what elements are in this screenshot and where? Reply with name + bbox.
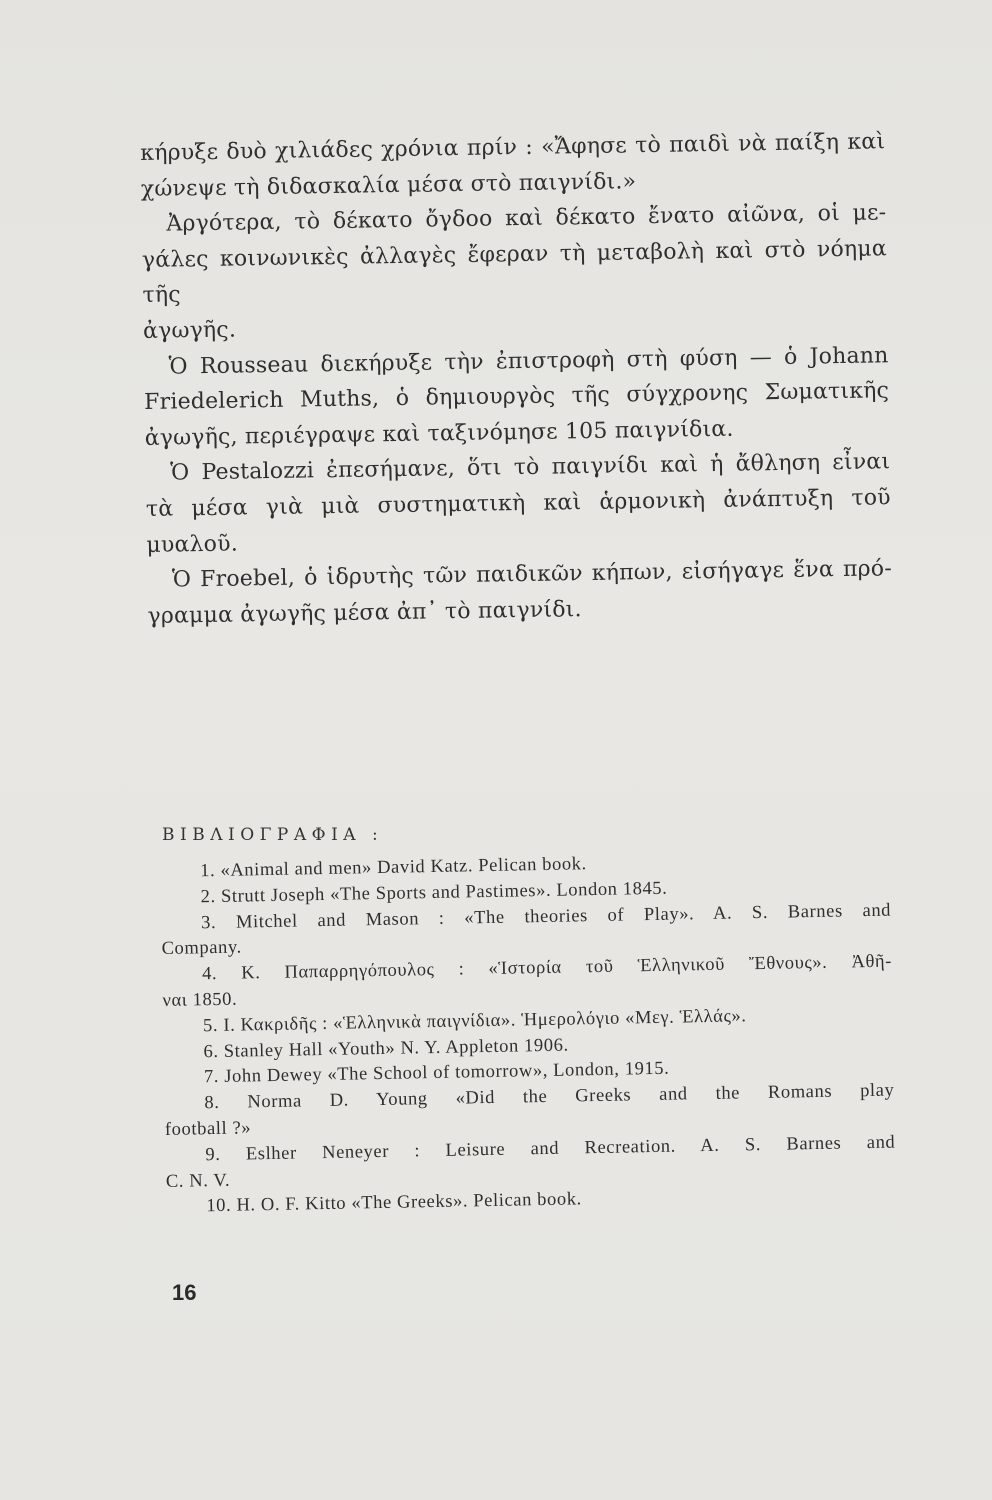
body-line: ἀγωγῆς, περιέγραψε καὶ ταξινόμησε 105 παιγνίδια.: [144, 416, 734, 451]
bibliography-entry: 4. Κ. Παπαρρηγόπουλος : «Ἱστορία τοῦ Ἑλληνικοῦ Ἔθνους». Ἀθῆ-: [201, 951, 893, 985]
body-line: κήρυξε δυὸ χιλιάδες χρόνια πρίν : «Ἄφησε τὸ παιδὶ νὰ παίξη καὶ: [140, 129, 886, 166]
bibliography-entry: 10. H. O. F. Kitto «The Greeks». Pelican book.: [206, 1189, 582, 1217]
bibliography-entry-continuation: Company.: [161, 937, 242, 960]
bibliography-entry: 8. Norma D. Young «Did the Greeks and the Romans play: [204, 1080, 895, 1114]
body-line: ἀγωγῆς.: [142, 317, 237, 344]
bibliography-entry: 3. Mitchel and Mason : «The theories of Play». A. S. Barnes and: [200, 900, 892, 933]
bibliography-entry: 9. Eslher Neneyer : Leisure and Recreation. A. S. Barnes and: [205, 1132, 896, 1165]
bibliography-entry: 6. Stanley Hall «Youth» N. Y. Appleton 1906.: [203, 1035, 569, 1062]
body-line: χώνεψε τὴ διδασκαλία μέσα στὸ παιγνίδι.»: [140, 168, 637, 202]
body-line: γάλες κοινωνικὲς ἀλλαγὲς ἔφεραν τὴ μεταβολὴ καὶ στὸ νόημα τῆς: [141, 236, 888, 309]
bibliography-entry: 5. Ι. Κακριδῆς : «Ἑλληνικὰ παιγνίδια». Ἡμερολόγιο «Μεγ. Ἑλλάς».: [202, 1006, 747, 1037]
body-line: Ἀργότερα, τὸ δέκατο ὄγδοο καὶ δέκατο ἔνατο αἰῶνα, οἱ με-: [166, 200, 887, 237]
bibliography-entry-continuation: ναι 1850.: [162, 989, 238, 1011]
bibliography-entry: 1. «Animal and men» David Katz. Pelican book.: [200, 854, 587, 882]
body-line: Ὁ Froebel, ὁ ἱδρυτὴς τῶν παιδικῶν κήπων, εἰσήγαγε ἕνα πρό-: [171, 556, 893, 593]
bibliography-entry-continuation: C. N. V.: [165, 1170, 231, 1192]
body-line: τὰ μέσα γιὰ μιὰ συστηματικὴ καὶ ἁρμονικὴ ἀνάπτυξη τοῦ μυαλοῦ.: [145, 485, 891, 558]
body-line: Ὁ Rousseau διεκήρυξε τὴν ἐπιστροφὴ στὴ φύση — ὁ Johann: [168, 342, 889, 380]
body-line: Friedelerich Muths, ὁ δημιουργὸς τῆς σύγχρονης Σωματικῆς: [143, 378, 890, 416]
bibliography-entry: 2. Strutt Joseph «The Sports and Pastimes». London 1845.: [200, 878, 668, 908]
bibliography-list: [160, 847, 896, 1221]
body-text: [140, 124, 893, 634]
bibliography-entry-continuation: football ?»: [164, 1118, 252, 1140]
body-line: Ὁ Pestalozzi ἐπεσήμανε, ὅτι τὸ παιγνίδι καὶ ἡ ἄθληση εἶναι: [170, 449, 891, 486]
body-line: γραμμα ἀγωγῆς μέσα ἀπ᾿ τὸ παιγνίδι.: [147, 596, 582, 629]
bibliography-entry: 7. John Dewey «The School of tomorrow», London, 1915.: [203, 1059, 670, 1088]
page-number: 16: [172, 1280, 197, 1305]
bibliography-heading: ΒΙΒΛΙΟΓΡΑΦΙΑ :: [162, 825, 384, 845]
